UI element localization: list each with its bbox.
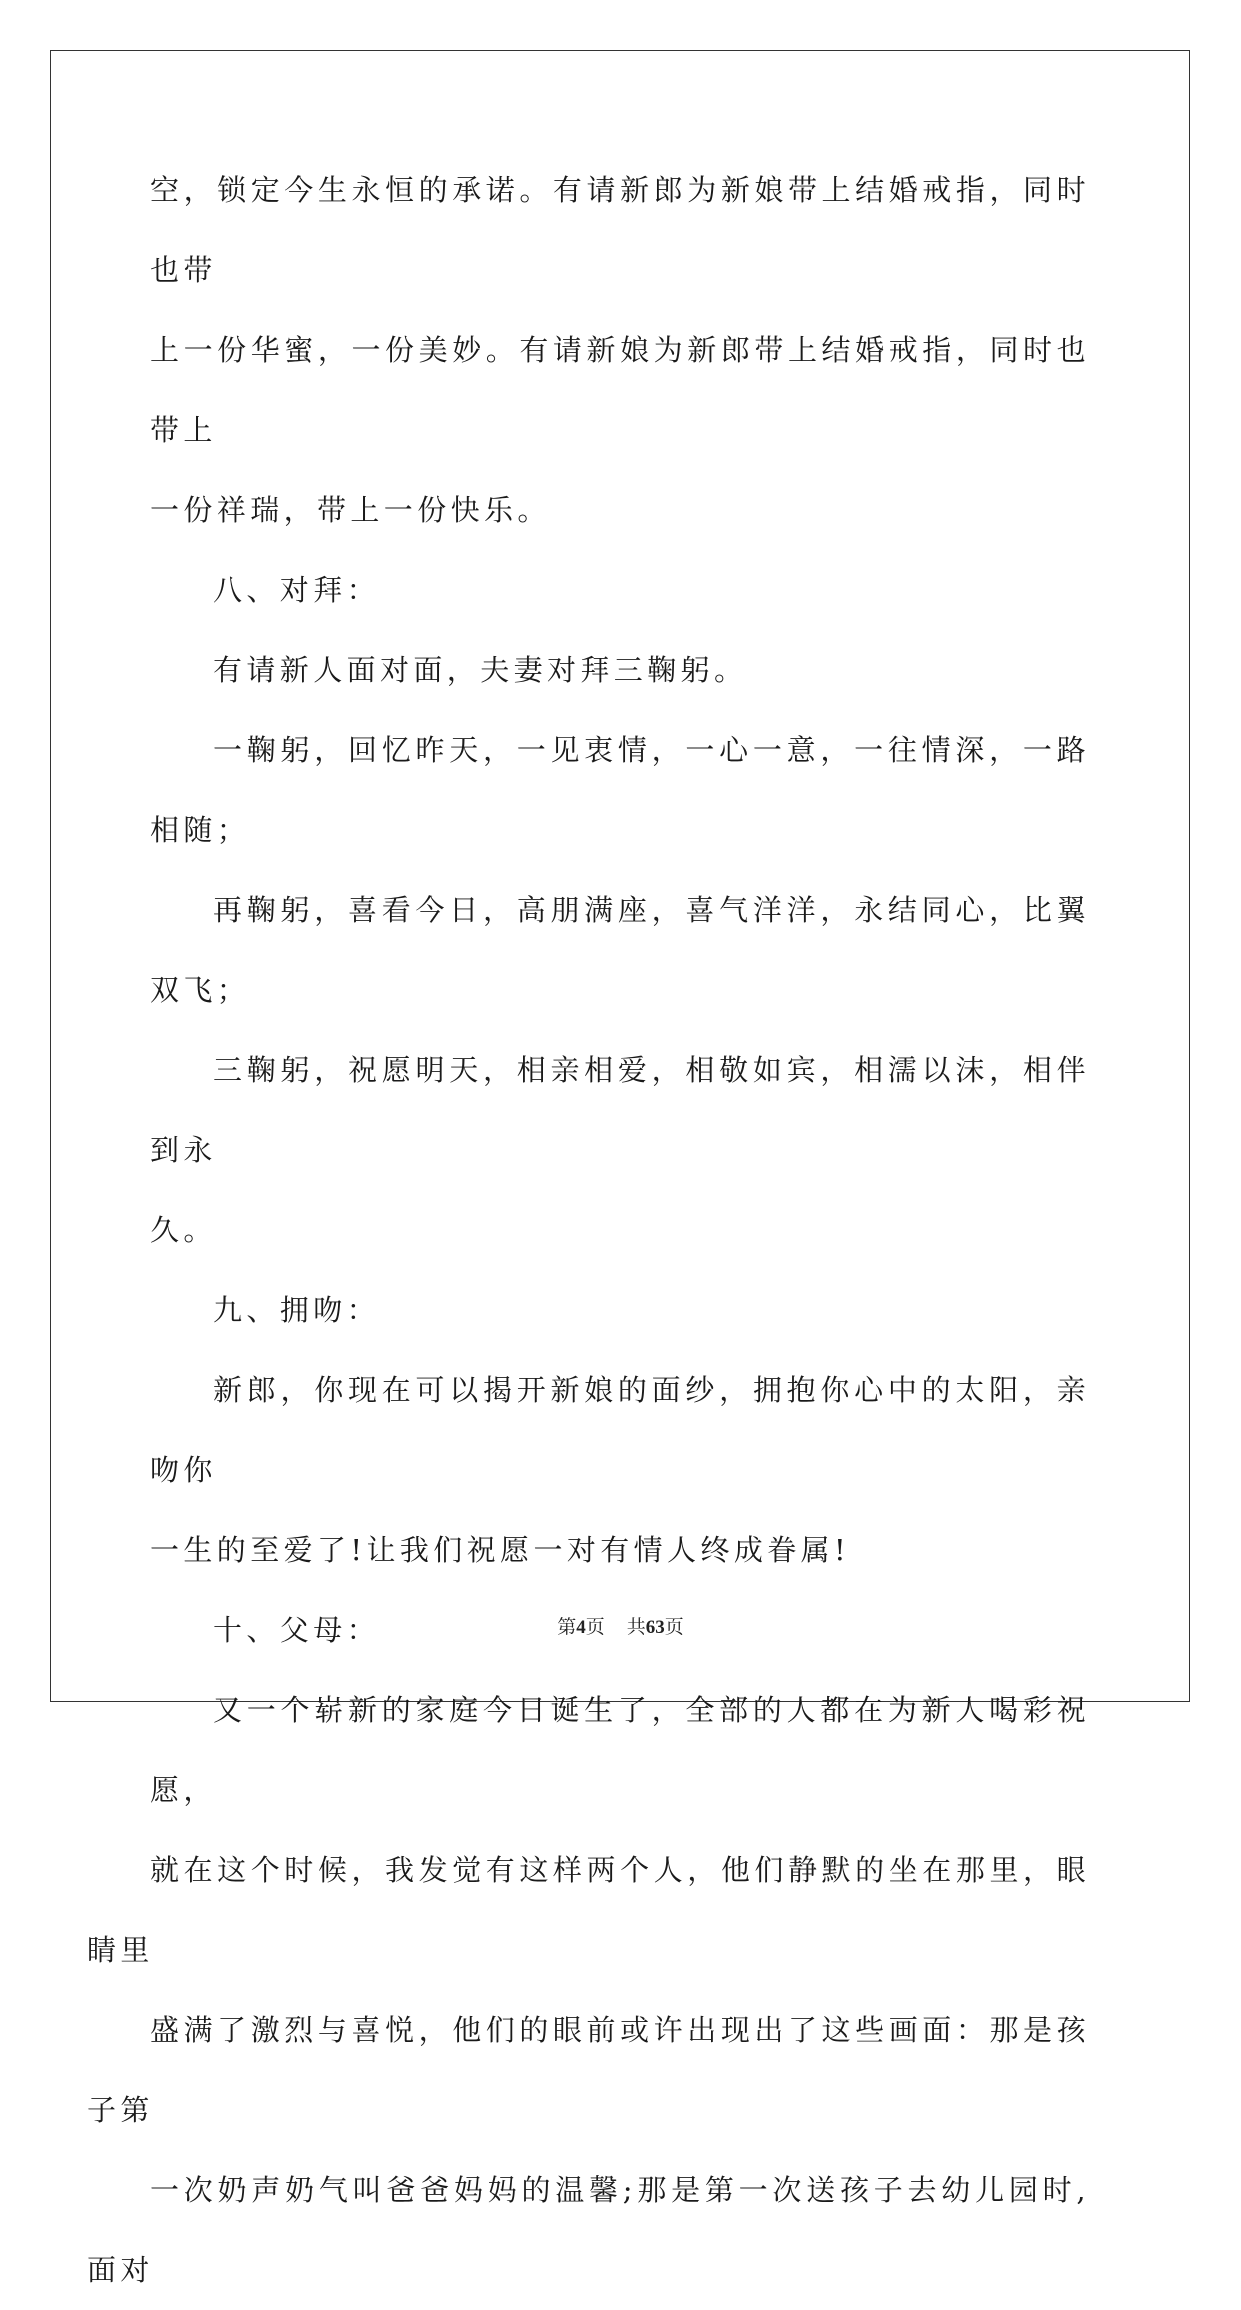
text-line: 九、拥吻： [213,1293,381,1327]
text-line: 久。 [150,1213,217,1247]
text-line: 盛满了激烈与喜悦，他们的眼前或许出现出了这些画面：那是孩子第 [87,2013,1090,2127]
document-body [87,150,1090,2310]
footer-page-prefix: 第 [557,1617,577,1638]
paragraph [150,150,1090,550]
text-line: 十、父母： [213,1613,381,1647]
paragraph [87,1670,1090,2310]
paragraph [150,710,1090,870]
text-line: 又一个崭新的家庭今日诞生了，全部的人都在为新人喝彩祝愿， [150,1693,1090,1807]
text-line: 一鞠躬，回忆昨天，一见衷情，一心一意，一往情深，一路相随； [150,733,1090,847]
paragraph [150,870,1090,1030]
text-line: 空，锁定今生永恒的承诺。有请新郎为新娘带上结婚戒指，同时也带 [150,173,1090,287]
text-line: 再鞠躬，喜看今日，高朋满座，喜气洋洋，永结同心，比翼双飞； [150,893,1090,1007]
text-line: 新郎，你现在可以揭开新娘的面纱，拥抱你心中的太阳，亲吻你 [150,1373,1090,1487]
text-line: 三鞠躬，祝愿明天，相亲相爱，相敬如宾，相濡以沫，相伴到永 [150,1053,1090,1167]
paragraph [150,1350,1090,1590]
footer-page-suffix: 页 [585,1617,605,1638]
text-line: 一生的至爱了!让我们祝愿一对有情人终成眷属! [150,1533,851,1567]
text-line: 有请新人面对面，夫妻对拜三鞠躬。 [213,653,748,687]
paragraph [150,1030,1090,1270]
section-heading [150,1270,1090,1350]
text-line: 八、对拜： [213,573,381,607]
text-line: 就在这个时候，我发觉有这样两个人，他们静默的坐在那里，眼睛里 [87,1853,1090,1967]
footer-total-pages: 63 [645,1617,665,1638]
text-line: 一次奶声奶气叫爸爸妈妈的温馨;那是第一次送孩子去幼儿园时,面对 [87,2173,1090,2287]
footer-page-number: 4 [576,1617,586,1638]
text-line: 一份祥瑞，带上一份快乐。 [150,493,551,527]
footer-total-prefix: 共 [626,1617,646,1638]
section-heading [150,550,1090,630]
text-line: 上一份华蜜，一份美妙。有请新娘为新郎带上结婚戒指，同时也带上 [150,333,1090,447]
page-footer [0,1612,1241,1639]
paragraph [150,630,1090,710]
footer-total-suffix: 页 [664,1617,684,1638]
